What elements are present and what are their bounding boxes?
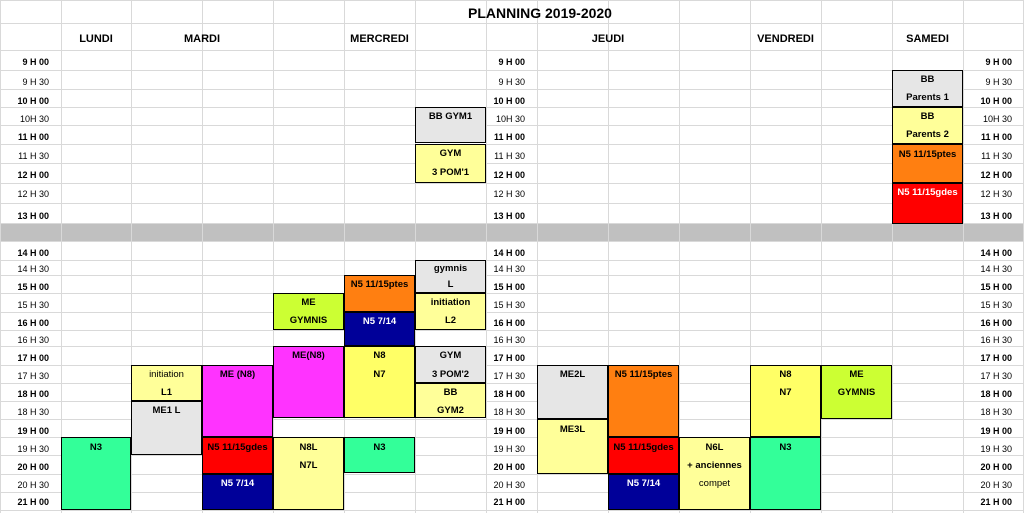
time-label: 9 H 30 xyxy=(498,77,525,87)
label-lundi-n3: N3 xyxy=(89,442,103,453)
time-label: 15 H 00 xyxy=(493,282,525,292)
time-label: 21 H 00 xyxy=(493,497,525,507)
time-label: 18 H 30 xyxy=(493,407,525,417)
time-label: 18 H 00 xyxy=(17,389,49,399)
time-label: 16 H 00 xyxy=(493,318,525,328)
label-samedi-n5-ptes: N5 11/15ptes xyxy=(898,149,957,160)
time-label: 20 H 00 xyxy=(17,462,49,472)
label-mercredi-gymnis: GYMNIS xyxy=(289,315,328,326)
day-header-samedi: SAMEDI xyxy=(906,33,949,45)
label-vendredi-anciennes: + anciennes xyxy=(687,460,742,471)
label-mardi-initiation: initiation xyxy=(149,369,184,380)
label-jeudi-n5-7-14: N5 7/14 xyxy=(626,478,661,489)
label-gym: GYM xyxy=(439,148,462,159)
label-mercredi-l: L xyxy=(447,279,454,290)
time-label: 18 H 00 xyxy=(980,389,1012,399)
label-vendredi-compet: compet xyxy=(698,478,731,489)
time-label: 20 H 30 xyxy=(980,480,1012,490)
time-label: 20 H 00 xyxy=(980,462,1012,472)
time-label: 20 H 00 xyxy=(493,462,525,472)
time-label: 13 H 00 xyxy=(493,211,525,221)
time-label: 10H 30 xyxy=(495,114,525,124)
time-label: 17 H 30 xyxy=(493,371,525,381)
label-mardi-l1: L1 xyxy=(160,387,173,398)
label-samedi-parents2: Parents 2 xyxy=(906,129,949,140)
time-label: 19 H 00 xyxy=(493,426,525,436)
time-label: 20 H 30 xyxy=(493,480,525,490)
label-mercredi-me: ME xyxy=(301,297,316,308)
planning-title: PLANNING 2019-2020 xyxy=(468,5,612,21)
label-mercredi-n3: N3 xyxy=(373,442,386,453)
label-mardi-n5-gdes: N5 11/15gdes xyxy=(207,442,268,453)
time-label: 10H 30 xyxy=(982,114,1012,124)
time-label: 12 H 00 xyxy=(17,170,49,180)
time-label: 9 H 30 xyxy=(985,77,1012,87)
label-mardi-n5-7-14: N5 7/14 xyxy=(220,478,255,489)
time-label: 10H 30 xyxy=(19,114,49,124)
label-samedi-parents1: Parents 1 xyxy=(906,92,949,103)
time-label: 16 H 00 xyxy=(980,318,1012,328)
time-label: 17 H 00 xyxy=(493,353,525,363)
time-label: 20 H 30 xyxy=(17,480,49,490)
time-label: 10 H 00 xyxy=(493,96,525,106)
time-label: 19 H 30 xyxy=(493,444,525,454)
label-mercredi-n7l: N7L xyxy=(299,460,318,471)
label-mercredi-n5-ptes: N5 11/15ptes xyxy=(350,279,409,290)
label-mercredi-n8l: N8L xyxy=(299,442,318,453)
time-label: 17 H 00 xyxy=(17,353,49,363)
time-label: 18 H 30 xyxy=(980,407,1012,417)
day-header-vendredi: VENDREDI xyxy=(757,33,814,45)
time-label: 19 H 00 xyxy=(17,426,49,436)
time-label: 14 H 00 xyxy=(17,248,49,258)
time-label: 17 H 30 xyxy=(980,371,1012,381)
time-label: 12 H 30 xyxy=(493,189,525,199)
label-mercredi-n7: N7 xyxy=(373,369,386,380)
time-label: 9 H 30 xyxy=(22,77,49,87)
label-mercredi-gym: GYM xyxy=(439,350,462,361)
time-label: 15 H 30 xyxy=(493,300,525,310)
time-label: 11 H 00 xyxy=(493,132,525,142)
label-jeudi-me2l: ME2L xyxy=(559,369,586,380)
time-label: 19 H 30 xyxy=(17,444,49,454)
label-mercredi-l2: L2 xyxy=(444,315,457,326)
label-vendredi-me: ME xyxy=(849,369,864,380)
time-label: 19 H 30 xyxy=(980,444,1012,454)
label-pom1: 3 POM'1 xyxy=(431,167,470,178)
label-samedi-n5-gdes: N5 11/15gdes xyxy=(897,187,958,198)
time-label: 13 H 00 xyxy=(980,211,1012,221)
label-mercredi-initiation: initiation xyxy=(430,297,471,308)
label-vendredi-n7: N7 xyxy=(779,387,792,398)
time-label: 15 H 30 xyxy=(980,300,1012,310)
label-mercredi-n8: N8 xyxy=(373,350,386,361)
label-vendredi-gymnis: GYMNIS xyxy=(837,387,876,398)
time-label: 19 H 00 xyxy=(980,426,1012,436)
day-header-lundi: LUNDI xyxy=(79,33,113,45)
time-label: 11 H 30 xyxy=(981,151,1012,161)
label-jeudi-n5-ptes: N5 11/15ptes xyxy=(614,369,673,380)
time-label: 15 H 00 xyxy=(17,282,49,292)
time-label: 12 H 00 xyxy=(980,170,1012,180)
label-samedi-bb1: BB xyxy=(920,74,935,85)
label-mercredi-me-n8: ME(N8) xyxy=(292,350,325,361)
time-label: 10 H 00 xyxy=(980,96,1012,106)
time-label: 12 H 30 xyxy=(17,189,49,199)
label-samedi-bb2: BB xyxy=(920,111,935,122)
time-label: 18 H 00 xyxy=(493,389,525,399)
label-mardi-me1l: ME1 L xyxy=(152,405,181,416)
time-label: 16 H 30 xyxy=(17,335,49,345)
day-header-mardi: MARDI xyxy=(183,33,221,45)
time-label: 9 H 00 xyxy=(985,57,1012,67)
time-label: 16 H 30 xyxy=(493,335,525,345)
day-header-mercredi: MERCREDI xyxy=(350,33,409,45)
time-label: 17 H 00 xyxy=(980,353,1012,363)
lunch-separator-band xyxy=(0,223,1024,241)
label-vendredi-n3: N3 xyxy=(779,442,792,453)
time-label: 11 H 30 xyxy=(18,151,49,161)
time-label: 18 H 30 xyxy=(17,407,49,417)
time-label: 14 H 00 xyxy=(980,248,1012,258)
label-jeudi-n5-gdes: N5 11/15gdes xyxy=(613,442,674,453)
time-label: 16 H 00 xyxy=(17,318,49,328)
time-label: 14 H 30 xyxy=(17,264,49,274)
label-mercredi-gymnis-top: gymnis xyxy=(433,263,468,274)
time-label: 16 H 30 xyxy=(980,335,1012,345)
time-label: 15 H 30 xyxy=(17,300,49,310)
time-label: 14 H 30 xyxy=(493,264,525,274)
label-vendredi-n6l: N6L xyxy=(705,442,724,453)
label-mardi-me-n8: ME (N8) xyxy=(219,369,256,380)
label-mercredi-n5-7-14: N5 7/14 xyxy=(362,316,397,327)
day-header-jeudi: JEUDI xyxy=(591,33,625,45)
label-mercredi-gym2: GYM2 xyxy=(437,405,464,416)
time-label: 21 H 00 xyxy=(980,497,1012,507)
time-label: 13 H 00 xyxy=(17,211,49,221)
time-label: 9 H 00 xyxy=(498,57,525,67)
time-label: 9 H 00 xyxy=(22,57,49,67)
time-label: 14 H 00 xyxy=(493,248,525,258)
time-label: 12 H 00 xyxy=(493,170,525,180)
time-label: 17 H 30 xyxy=(17,371,49,381)
time-label: 14 H 30 xyxy=(980,264,1012,274)
time-label: 10 H 00 xyxy=(17,96,49,106)
label-mercredi-pom2: 3 POM'2 xyxy=(431,369,470,380)
time-label: 21 H 00 xyxy=(17,497,49,507)
time-label: 11 H 00 xyxy=(980,132,1012,142)
label-bb-gym1: BB GYM1 xyxy=(428,111,473,122)
time-label: 12 H 30 xyxy=(980,189,1012,199)
label-mercredi-bb: BB xyxy=(443,387,458,398)
label-vendredi-n8: N8 xyxy=(779,369,792,380)
time-label: 15 H 00 xyxy=(980,282,1012,292)
label-jeudi-me3l: ME3L xyxy=(559,424,586,435)
time-label: 11 H 00 xyxy=(17,132,49,142)
time-label: 11 H 30 xyxy=(494,151,525,161)
